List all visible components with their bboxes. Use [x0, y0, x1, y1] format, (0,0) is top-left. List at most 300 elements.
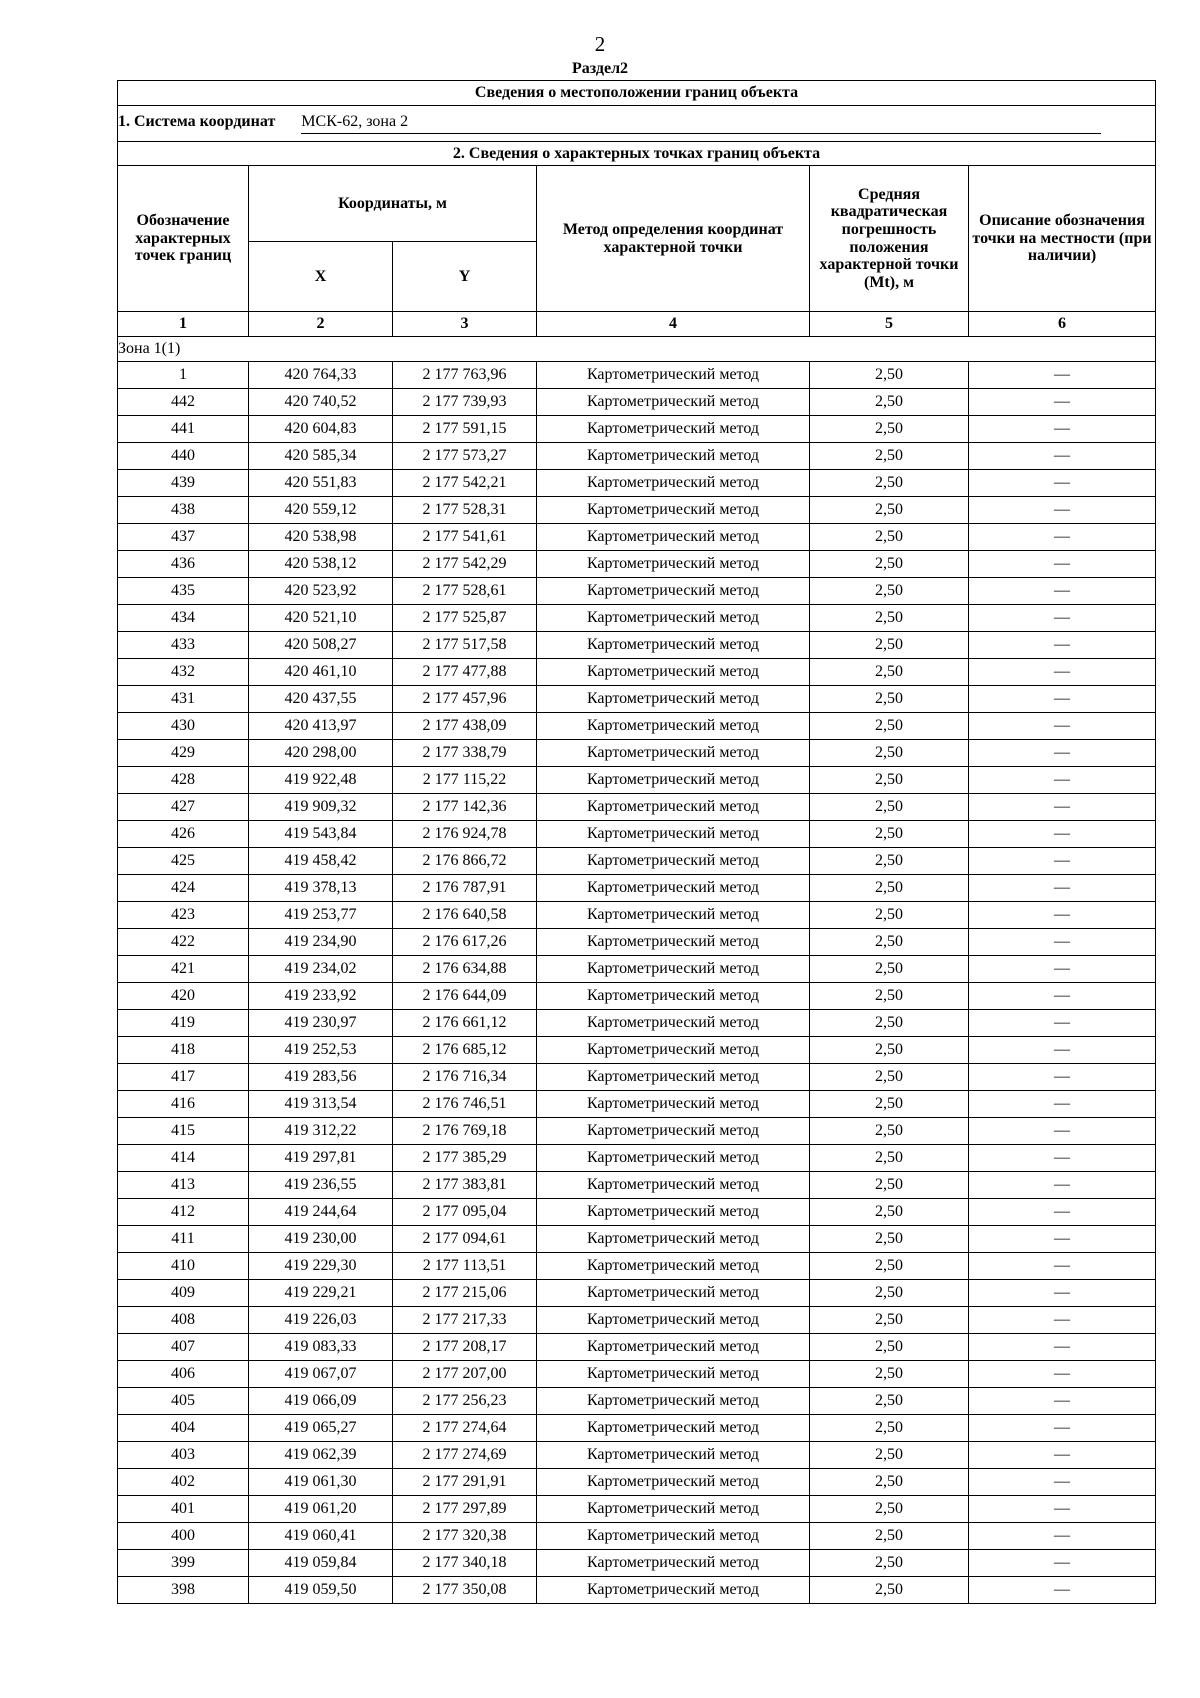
point-id-cell: 405	[118, 1388, 249, 1415]
error-cell: 2,50	[810, 1253, 969, 1280]
description-cell: —	[969, 875, 1156, 902]
method-cell: Картометрический метод	[537, 632, 810, 659]
table-row	[118, 821, 1156, 848]
table-row	[118, 416, 1156, 443]
boundary-points-table	[117, 80, 1156, 1604]
x-coord-cell: 419 062,39	[249, 1442, 393, 1469]
description-cell: —	[969, 848, 1156, 875]
point-id-cell: 427	[118, 794, 249, 821]
x-coord-cell: 419 253,77	[249, 902, 393, 929]
point-id-cell: 398	[118, 1577, 249, 1604]
point-id-cell: 1	[118, 362, 249, 389]
table-row	[118, 470, 1156, 497]
table-row	[118, 794, 1156, 821]
y-coord-cell: 2 177 207,00	[393, 1361, 537, 1388]
table-row	[118, 1091, 1156, 1118]
table-row	[118, 686, 1156, 713]
x-coord-cell: 420 523,92	[249, 578, 393, 605]
table-row	[118, 578, 1156, 605]
y-coord-cell: 2 177 573,27	[393, 443, 537, 470]
description-cell: —	[969, 1577, 1156, 1604]
table-row	[118, 1334, 1156, 1361]
x-coord-cell: 419 059,50	[249, 1577, 393, 1604]
method-cell: Картометрический метод	[537, 497, 810, 524]
error-cell: 2,50	[810, 1523, 969, 1550]
description-cell: —	[969, 740, 1156, 767]
method-cell: Картометрический метод	[537, 686, 810, 713]
y-coord-cell: 2 177 338,79	[393, 740, 537, 767]
table-row	[118, 632, 1156, 659]
y-coord-cell: 2 177 542,21	[393, 470, 537, 497]
table-row	[118, 875, 1156, 902]
error-cell: 2,50	[810, 1226, 969, 1253]
point-id-cell: 439	[118, 470, 249, 497]
y-coord-cell: 2 177 350,08	[393, 1577, 537, 1604]
x-coord-cell: 419 230,97	[249, 1010, 393, 1037]
x-coord-cell: 419 236,55	[249, 1172, 393, 1199]
method-cell: Картометрический метод	[537, 1172, 810, 1199]
y-coord-cell: 2 177 208,17	[393, 1334, 537, 1361]
y-coord-cell: 2 176 787,91	[393, 875, 537, 902]
description-cell: —	[969, 1226, 1156, 1253]
method-cell: Картометрический метод	[537, 794, 810, 821]
method-cell: Картометрический метод	[537, 983, 810, 1010]
method-cell: Картометрический метод	[537, 659, 810, 686]
table-row	[118, 1118, 1156, 1145]
point-id-cell: 416	[118, 1091, 249, 1118]
point-id-cell: 429	[118, 740, 249, 767]
point-id-cell: 412	[118, 1199, 249, 1226]
x-coord-cell: 419 060,41	[249, 1523, 393, 1550]
method-cell: Картометрический метод	[537, 605, 810, 632]
point-id-cell: 436	[118, 551, 249, 578]
header-y: Y	[393, 242, 537, 312]
method-cell: Картометрический метод	[537, 1226, 810, 1253]
point-id-cell: 417	[118, 1064, 249, 1091]
method-cell: Картометрический метод	[537, 1091, 810, 1118]
point-id-cell: 407	[118, 1334, 249, 1361]
point-id-cell: 430	[118, 713, 249, 740]
method-cell: Картометрический метод	[537, 902, 810, 929]
point-id-cell: 426	[118, 821, 249, 848]
points-section-title: 2. Сведения о характерных точках границ объекта	[118, 142, 1156, 166]
error-cell: 2,50	[810, 1496, 969, 1523]
x-coord-cell: 419 061,30	[249, 1469, 393, 1496]
description-cell: —	[969, 1172, 1156, 1199]
error-cell: 2,50	[810, 794, 969, 821]
method-cell: Картометрический метод	[537, 848, 810, 875]
column-number: 5	[810, 312, 969, 337]
x-coord-cell: 419 226,03	[249, 1307, 393, 1334]
method-cell: Картометрический метод	[537, 389, 810, 416]
error-cell: 2,50	[810, 875, 969, 902]
page-number: 2	[594, 32, 606, 56]
point-id-cell: 431	[118, 686, 249, 713]
x-coord-cell: 419 066,09	[249, 1388, 393, 1415]
error-cell: 2,50	[810, 524, 969, 551]
error-cell: 2,50	[810, 983, 969, 1010]
point-id-cell: 434	[118, 605, 249, 632]
header-coordinates: Координаты, м	[249, 166, 537, 242]
description-cell: —	[969, 686, 1156, 713]
error-cell: 2,50	[810, 956, 969, 983]
method-cell: Картометрический метод	[537, 1496, 810, 1523]
description-cell: —	[969, 1388, 1156, 1415]
y-coord-cell: 2 177 256,23	[393, 1388, 537, 1415]
y-coord-cell: 2 176 746,51	[393, 1091, 537, 1118]
error-cell: 2,50	[810, 362, 969, 389]
method-cell: Картометрический метод	[537, 1577, 810, 1604]
table-row	[118, 1145, 1156, 1172]
description-cell: —	[969, 605, 1156, 632]
x-coord-cell: 420 538,98	[249, 524, 393, 551]
error-cell: 2,50	[810, 497, 969, 524]
table-row	[118, 767, 1156, 794]
method-cell: Картометрический метод	[537, 443, 810, 470]
x-coord-cell: 419 458,42	[249, 848, 393, 875]
method-cell: Картометрический метод	[537, 821, 810, 848]
table-row	[118, 659, 1156, 686]
point-id-cell: 440	[118, 443, 249, 470]
method-cell: Картометрический метод	[537, 1280, 810, 1307]
point-id-cell: 414	[118, 1145, 249, 1172]
error-cell: 2,50	[810, 470, 969, 497]
error-cell: 2,50	[810, 632, 969, 659]
x-coord-cell: 419 229,21	[249, 1280, 393, 1307]
x-coord-cell: 420 604,83	[249, 416, 393, 443]
point-id-cell: 413	[118, 1172, 249, 1199]
table-title: Сведения о местоположении границ объекта	[118, 81, 1156, 106]
description-cell: —	[969, 956, 1156, 983]
description-cell: —	[969, 362, 1156, 389]
error-cell: 2,50	[810, 1010, 969, 1037]
y-coord-cell: 2 177 274,69	[393, 1442, 537, 1469]
point-id-cell: 441	[118, 416, 249, 443]
header-method: Метод определения координат характерной точки	[537, 166, 810, 312]
x-coord-cell: 419 065,27	[249, 1415, 393, 1442]
point-id-cell: 403	[118, 1442, 249, 1469]
y-coord-cell: 2 176 685,12	[393, 1037, 537, 1064]
y-coord-cell: 2 176 634,88	[393, 956, 537, 983]
y-coord-cell: 2 176 924,78	[393, 821, 537, 848]
error-cell: 2,50	[810, 1118, 969, 1145]
error-cell: 2,50	[810, 1442, 969, 1469]
table-row	[118, 1469, 1156, 1496]
y-coord-cell: 2 177 215,06	[393, 1280, 537, 1307]
header-x: X	[249, 242, 393, 312]
coord-system-value: МСК-62, зона 2	[301, 113, 1101, 134]
method-cell: Картометрический метод	[537, 1550, 810, 1577]
y-coord-cell: 2 177 542,29	[393, 551, 537, 578]
x-coord-cell: 419 233,92	[249, 983, 393, 1010]
description-cell: —	[969, 983, 1156, 1010]
table-row	[118, 1361, 1156, 1388]
description-cell: —	[969, 1064, 1156, 1091]
y-coord-cell: 2 177 528,61	[393, 578, 537, 605]
table-row	[118, 524, 1156, 551]
x-coord-cell: 420 585,34	[249, 443, 393, 470]
point-id-cell: 404	[118, 1415, 249, 1442]
description-cell: —	[969, 1415, 1156, 1442]
table-row	[118, 929, 1156, 956]
description-cell: —	[969, 794, 1156, 821]
error-cell: 2,50	[810, 740, 969, 767]
point-id-cell: 418	[118, 1037, 249, 1064]
table-row	[118, 902, 1156, 929]
description-cell: —	[969, 767, 1156, 794]
column-number: 6	[969, 312, 1156, 337]
description-cell: —	[969, 578, 1156, 605]
table-row	[118, 1253, 1156, 1280]
y-coord-cell: 2 177 528,31	[393, 497, 537, 524]
point-id-cell: 437	[118, 524, 249, 551]
error-cell: 2,50	[810, 1280, 969, 1307]
table-row	[118, 1010, 1156, 1037]
x-coord-cell: 420 298,00	[249, 740, 393, 767]
table-row	[118, 389, 1156, 416]
x-coord-cell: 420 559,12	[249, 497, 393, 524]
error-cell: 2,50	[810, 443, 969, 470]
y-coord-cell: 2 177 591,15	[393, 416, 537, 443]
point-id-cell: 424	[118, 875, 249, 902]
method-cell: Картометрический метод	[537, 1523, 810, 1550]
error-cell: 2,50	[810, 848, 969, 875]
error-cell: 2,50	[810, 605, 969, 632]
method-cell: Картометрический метод	[537, 1388, 810, 1415]
description-cell: —	[969, 443, 1156, 470]
method-cell: Картометрический метод	[537, 1415, 810, 1442]
table-row	[118, 1280, 1156, 1307]
x-coord-cell: 420 764,33	[249, 362, 393, 389]
description-cell: —	[969, 1361, 1156, 1388]
method-cell: Картометрический метод	[537, 1064, 810, 1091]
error-cell: 2,50	[810, 1064, 969, 1091]
description-cell: —	[969, 1307, 1156, 1334]
point-id-cell: 422	[118, 929, 249, 956]
y-coord-cell: 2 176 716,34	[393, 1064, 537, 1091]
x-coord-cell: 419 252,53	[249, 1037, 393, 1064]
method-cell: Картометрический метод	[537, 1469, 810, 1496]
description-cell: —	[969, 1334, 1156, 1361]
error-cell: 2,50	[810, 1361, 969, 1388]
description-cell: —	[969, 389, 1156, 416]
method-cell: Картометрический метод	[537, 551, 810, 578]
x-coord-cell: 419 083,33	[249, 1334, 393, 1361]
description-cell: —	[969, 1091, 1156, 1118]
error-cell: 2,50	[810, 1388, 969, 1415]
y-coord-cell: 2 177 525,87	[393, 605, 537, 632]
method-cell: Картометрический метод	[537, 1361, 810, 1388]
table-row	[118, 605, 1156, 632]
table-row	[118, 443, 1156, 470]
error-cell: 2,50	[810, 1037, 969, 1064]
table-row	[118, 551, 1156, 578]
table-row	[118, 1550, 1156, 1577]
description-cell: —	[969, 497, 1156, 524]
error-cell: 2,50	[810, 1550, 969, 1577]
y-coord-cell: 2 177 763,96	[393, 362, 537, 389]
y-coord-cell: 2 177 340,18	[393, 1550, 537, 1577]
point-id-cell: 401	[118, 1496, 249, 1523]
description-cell: —	[969, 416, 1156, 443]
y-coord-cell: 2 177 094,61	[393, 1226, 537, 1253]
y-coord-cell: 2 177 383,81	[393, 1172, 537, 1199]
x-coord-cell: 419 543,84	[249, 821, 393, 848]
error-cell: 2,50	[810, 929, 969, 956]
description-cell: —	[969, 1523, 1156, 1550]
point-id-cell: 402	[118, 1469, 249, 1496]
description-cell: —	[969, 1469, 1156, 1496]
y-coord-cell: 2 176 644,09	[393, 983, 537, 1010]
y-coord-cell: 2 176 661,12	[393, 1010, 537, 1037]
description-cell: —	[969, 1037, 1156, 1064]
error-cell: 2,50	[810, 902, 969, 929]
error-cell: 2,50	[810, 389, 969, 416]
method-cell: Картометрический метод	[537, 578, 810, 605]
table-row	[118, 1415, 1156, 1442]
point-id-cell: 408	[118, 1307, 249, 1334]
table-row	[118, 1037, 1156, 1064]
y-coord-cell: 2 177 095,04	[393, 1199, 537, 1226]
column-number: 2	[249, 312, 393, 337]
description-cell: —	[969, 1280, 1156, 1307]
table-row	[118, 1496, 1156, 1523]
x-coord-cell: 419 909,32	[249, 794, 393, 821]
error-cell: 2,50	[810, 1334, 969, 1361]
table-row	[118, 1226, 1156, 1253]
table-row	[118, 1199, 1156, 1226]
error-cell: 2,50	[810, 1577, 969, 1604]
description-cell: —	[969, 632, 1156, 659]
table-row	[118, 1523, 1156, 1550]
description-cell: —	[969, 929, 1156, 956]
error-cell: 2,50	[810, 1469, 969, 1496]
point-id-cell: 442	[118, 389, 249, 416]
y-coord-cell: 2 177 142,36	[393, 794, 537, 821]
x-coord-cell: 420 413,97	[249, 713, 393, 740]
point-id-cell: 423	[118, 902, 249, 929]
header-error: Средняя квадратическая погрешность положения характерной точки (Mt), м	[810, 166, 969, 312]
x-coord-cell: 420 437,55	[249, 686, 393, 713]
description-cell: —	[969, 713, 1156, 740]
error-cell: 2,50	[810, 551, 969, 578]
x-coord-cell: 419 229,30	[249, 1253, 393, 1280]
method-cell: Картометрический метод	[537, 524, 810, 551]
y-coord-cell: 2 176 866,72	[393, 848, 537, 875]
table-row	[118, 1388, 1156, 1415]
coord-system-cell	[118, 106, 1156, 142]
x-coord-cell: 420 461,10	[249, 659, 393, 686]
x-coord-cell: 419 313,54	[249, 1091, 393, 1118]
point-id-cell: 419	[118, 1010, 249, 1037]
y-coord-cell: 2 177 297,89	[393, 1496, 537, 1523]
y-coord-cell: 2 177 541,61	[393, 524, 537, 551]
x-coord-cell: 419 059,84	[249, 1550, 393, 1577]
method-cell: Картометрический метод	[537, 1307, 810, 1334]
error-cell: 2,50	[810, 578, 969, 605]
section-title: Раздел2	[571, 60, 629, 77]
y-coord-cell: 2 177 477,88	[393, 659, 537, 686]
description-cell: —	[969, 1550, 1156, 1577]
header-description: Описание обозначения точки на местности (при наличии)	[969, 166, 1156, 312]
point-id-cell: 435	[118, 578, 249, 605]
method-cell: Картометрический метод	[537, 362, 810, 389]
description-cell: —	[969, 551, 1156, 578]
description-cell: —	[969, 659, 1156, 686]
point-id-cell: 420	[118, 983, 249, 1010]
point-id-cell: 433	[118, 632, 249, 659]
method-cell: Картометрический метод	[537, 956, 810, 983]
x-coord-cell: 419 061,20	[249, 1496, 393, 1523]
table-row	[118, 1172, 1156, 1199]
method-cell: Картометрический метод	[537, 1145, 810, 1172]
method-cell: Картометрический метод	[537, 470, 810, 497]
method-cell: Картометрический метод	[537, 740, 810, 767]
method-cell: Картометрический метод	[537, 1199, 810, 1226]
description-cell: —	[969, 1253, 1156, 1280]
method-cell: Картометрический метод	[537, 416, 810, 443]
y-coord-cell: 2 177 291,91	[393, 1469, 537, 1496]
zone-label: Зона 1(1)	[118, 337, 1156, 362]
description-cell: —	[969, 1442, 1156, 1469]
error-cell: 2,50	[810, 659, 969, 686]
x-coord-cell: 419 230,00	[249, 1226, 393, 1253]
x-coord-cell: 419 244,64	[249, 1199, 393, 1226]
point-id-cell: 432	[118, 659, 249, 686]
method-cell: Картометрический метод	[537, 1442, 810, 1469]
error-cell: 2,50	[810, 1199, 969, 1226]
y-coord-cell: 2 177 113,51	[393, 1253, 537, 1280]
method-cell: Картометрический метод	[537, 1010, 810, 1037]
description-cell: —	[969, 1496, 1156, 1523]
x-coord-cell: 419 297,81	[249, 1145, 393, 1172]
point-id-cell: 428	[118, 767, 249, 794]
error-cell: 2,50	[810, 686, 969, 713]
method-cell: Картометрический метод	[537, 1037, 810, 1064]
point-id-cell: 425	[118, 848, 249, 875]
table-row	[118, 1577, 1156, 1604]
y-coord-cell: 2 177 517,58	[393, 632, 537, 659]
point-id-cell: 399	[118, 1550, 249, 1577]
point-id-cell: 415	[118, 1118, 249, 1145]
point-id-cell: 411	[118, 1226, 249, 1253]
x-coord-cell: 420 740,52	[249, 389, 393, 416]
table-row	[118, 956, 1156, 983]
description-cell: —	[969, 902, 1156, 929]
table-row	[118, 1064, 1156, 1091]
method-cell: Картометрический метод	[537, 1334, 810, 1361]
y-coord-cell: 2 177 274,64	[393, 1415, 537, 1442]
coord-system-label: 1. Система координат	[118, 113, 276, 131]
point-id-cell: 421	[118, 956, 249, 983]
error-cell: 2,50	[810, 416, 969, 443]
y-coord-cell: 2 177 438,09	[393, 713, 537, 740]
point-id-cell: 406	[118, 1361, 249, 1388]
x-coord-cell: 419 234,02	[249, 956, 393, 983]
column-number: 1	[118, 312, 249, 337]
method-cell: Картометрический метод	[537, 713, 810, 740]
x-coord-cell: 419 234,90	[249, 929, 393, 956]
description-cell: —	[969, 821, 1156, 848]
method-cell: Картометрический метод	[537, 875, 810, 902]
method-cell: Картометрический метод	[537, 767, 810, 794]
y-coord-cell: 2 177 320,38	[393, 1523, 537, 1550]
table-row	[118, 713, 1156, 740]
error-cell: 2,50	[810, 821, 969, 848]
y-coord-cell: 2 177 739,93	[393, 389, 537, 416]
x-coord-cell: 420 538,12	[249, 551, 393, 578]
x-coord-cell: 419 283,56	[249, 1064, 393, 1091]
